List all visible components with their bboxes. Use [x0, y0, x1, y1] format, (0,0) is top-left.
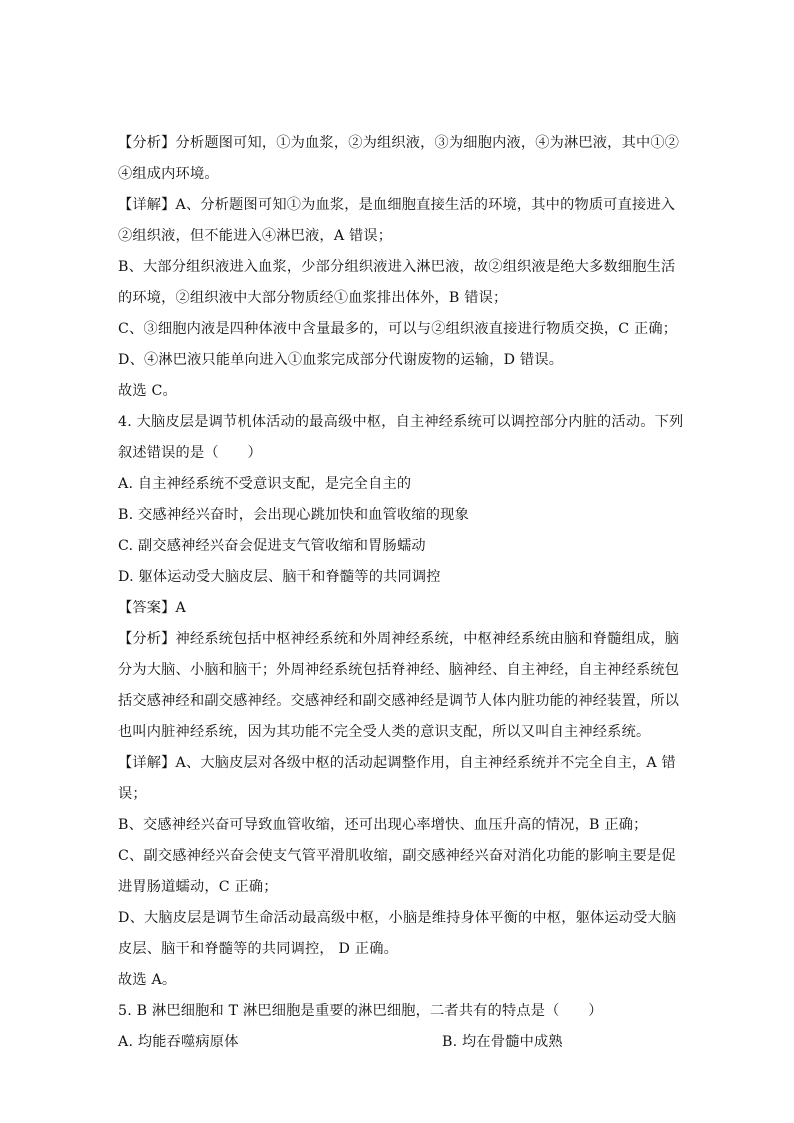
text-line: 误； — [118, 786, 147, 802]
question-5-option-a: A. 均能吞噬病原体 — [118, 1034, 239, 1050]
text-line: 故选 C。 — [118, 383, 177, 399]
answer-line: 【答案】A — [118, 600, 186, 616]
question-4-stem: 叙述错误的是（ ） — [118, 445, 262, 461]
text-line: 【详解】A、分析题图可知①为血浆，是血细胞直接生活的环境，其中的物质可直接进入 — [118, 197, 676, 213]
question-4-stem: 4. 大脑皮层是调节机体活动的最高级中枢，自主神经系统可以调控部分内脏的活动。下列 — [118, 414, 684, 430]
text-line: B、交感神经兴奋可导致血管收缩，还可出现心率增快、血压升高的情况，B 正确； — [118, 817, 648, 833]
text-line: 故选 A。 — [118, 972, 177, 988]
question-4-option-b: B. 交感神经兴奋时，会出现心跳加快和血管收缩的现象 — [118, 507, 469, 523]
text-line: 皮层、脑干和脊髓等的共同调控， D 正确。 — [118, 941, 398, 957]
text-line: D、④淋巴液只能单向进入①血浆完成部分代谢废物的运输，D 错误。 — [118, 352, 564, 368]
text-line: B、大部分组织液进入血浆，少部分组织液进入淋巴液，故②组织液是绝大多数细胞生活 — [118, 259, 676, 275]
text-line: 的环境，②组织液中大部分物质经①血浆排出体外，B 错误； — [118, 290, 508, 306]
question-5-option-b: B. 均在骨髓中成熟 — [442, 1034, 563, 1050]
question-4-option-d: D. 躯体运动受大脑皮层、脑干和脊髓等的共同调控 — [118, 569, 441, 585]
text-line: ②组织液，但不能进入④淋巴液，A 错误； — [118, 228, 393, 244]
text-line: 括交感神经和副交感神经。交感神经和副交感神经是调节人体内脏功能的神经装置，所以 — [118, 693, 680, 709]
question-4-option-a: A. 自主神经系统不受意识支配，是完全自主的 — [118, 476, 412, 492]
text-line: 进胃肠道蠕动，C 正确； — [118, 879, 278, 895]
text-line: 【分析】分析题图可知，①为血浆，②为组织液，③为细胞内液，④为淋巴液，其中①② — [118, 135, 680, 151]
text-line: 【分析】神经系统包括中枢神经系统和外周神经系统，中枢神经系统由脑和脊髓组成，脑 — [118, 631, 680, 647]
text-line: 分为大脑、小脑和脑干；外周神经系统包括脊神经、脑神经、自主神经，自主神经系统包 — [118, 662, 680, 678]
text-line: C、副交感神经兴奋会使支气管平滑肌收缩，副交感神经兴奋对消化功能的影响主要是促 — [118, 848, 676, 864]
text-line: 也叫内脏神经系统，因为其功能不完全受人类的意识支配，所以又叫自主神经系统。 — [118, 724, 651, 740]
question-5-stem: 5. B 淋巴细胞和 T 淋巴细胞是重要的淋巴细胞，二者共有的特点是（ ） — [118, 1003, 603, 1019]
text-line: ④组成内环境。 — [118, 166, 219, 182]
text-line: D、大脑皮层是调节生命活动最高级中枢，小脑是维持身体平衡的中枢，躯体运动受大脑 — [118, 910, 677, 926]
text-line: 【详解】A、大脑皮层对各级中枢的活动起调整作用，自主神经系统并不完全自主，A 错 — [118, 755, 676, 771]
question-4-option-c: C. 副交感神经兴奋会促进支气管收缩和胃肠蠕动 — [118, 538, 426, 554]
text-line: C、③细胞内液是四种体液中含量最多的，可以与②组织液直接进行物质交换，C 正确； — [118, 321, 678, 337]
